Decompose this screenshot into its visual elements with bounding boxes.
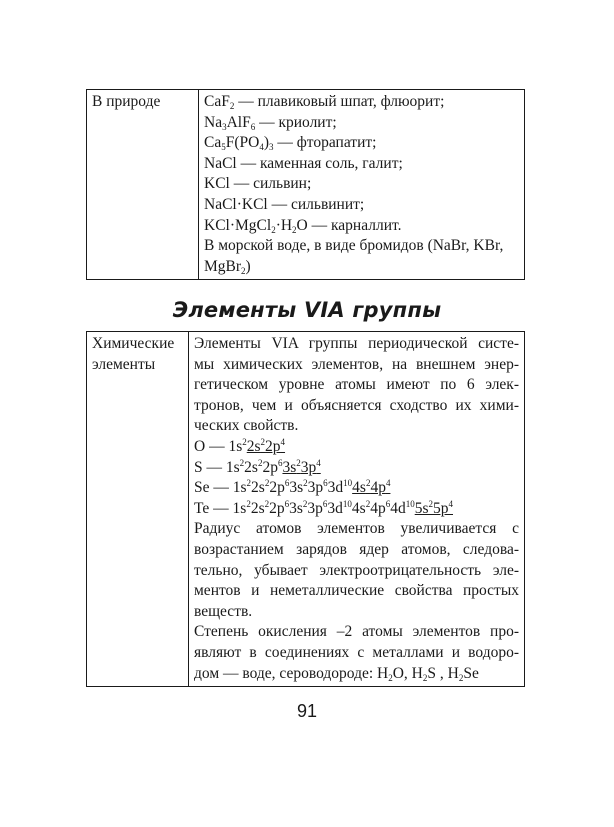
text-line: Степень окисления –2 атомы элементов про- <box>194 623 519 641</box>
config-selenium: Se — $1s^22s^22p^63s^23p^63d^{10}4s^24p^4$ <box>194 478 391 497</box>
minerals-cell <box>199 90 525 280</box>
list-item: $Na_3AlF_6$ — криолит; <box>204 113 337 132</box>
text-line: веществ. <box>194 602 253 620</box>
paragraph-radius <box>194 519 519 622</box>
list-item: KCl — сильвин; <box>204 175 312 193</box>
description-cell <box>189 332 525 687</box>
text-line: тронов, чем и объясняется сходство их хими- <box>194 396 519 414</box>
list-item: NaCl — каменная соль, галит; <box>204 154 403 172</box>
text-line: являют в соединениях с металлами и водоро- <box>194 643 519 661</box>
list-item: $Ca_5F(PO_4)_3$ — фторапатит; <box>204 134 377 153</box>
row-label-in-nature: В природе <box>87 90 199 280</box>
halogen-minerals-table <box>86 89 525 280</box>
text-line: дом — воде, сероводороде: $H_2O$, $H_2S$ , $H_2Se$ <box>194 664 479 683</box>
text-line: Радиус атомов элементов увеличивается с <box>194 520 519 538</box>
text-line: тельно, убывает электроотрицательность эле- <box>194 561 519 579</box>
group-via-table <box>86 331 525 687</box>
list-item: В морской воде, в виде бромидов (NaBr, KBr, <box>204 237 504 255</box>
list-item: MgBr$_2$) <box>204 257 251 276</box>
text-line: мы химических элементов, на внешнем энер- <box>194 355 519 373</box>
text-line: ментов и неметаллические свойства простых <box>194 582 519 600</box>
paragraph-oxidation <box>194 622 519 684</box>
paragraph-valence <box>194 334 519 437</box>
config-sulfur: S — $1s^22s^22p^63s^23p^4$ <box>194 457 321 476</box>
table-row <box>87 332 525 687</box>
section-title: Элементы VIA группы <box>172 298 442 322</box>
table-row <box>87 90 525 280</box>
text-line: ческих свойств. <box>194 417 299 435</box>
list-item: CaF$_2$ — плавиковый шпат, флюорит; <box>204 93 445 111</box>
list-item: NaCl·KCl — сильвинит; <box>204 195 365 213</box>
row-label-chemical-elements: Химические элементы <box>87 332 189 687</box>
text-line: Элементы VIA группы периодической систе- <box>194 335 519 352</box>
list-item: $KCl\cdot MgCl_2\cdot H_2O$ — карналлит. <box>204 216 402 235</box>
config-oxygen: O — $1s^22s^22p^4$ <box>194 436 286 455</box>
page-number: 91 <box>296 701 318 721</box>
config-tellurium: Te — $1s^22s^22p^63s^23p^63d^{10}4s^24p^64d^{10}5s^25p^4$ <box>194 498 453 517</box>
text-line: возрастанием зарядов ядер атомов, следова- <box>194 540 519 558</box>
text-line: гетическом уровне атомы имеют по 6 элек- <box>194 376 519 394</box>
